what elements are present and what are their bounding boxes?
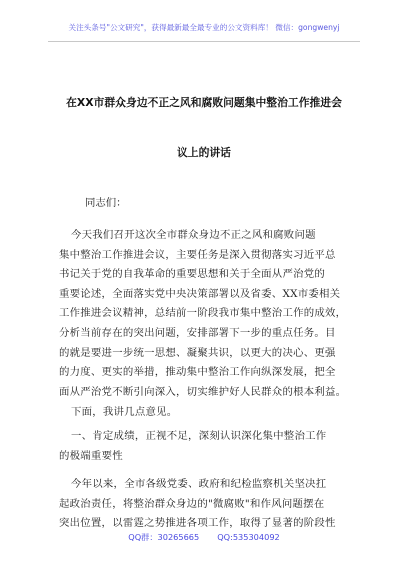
document-title-line2: 议上的讲话 [177,146,231,159]
paragraph-line: 工作推进会议精神，总结前一阶段我市集中整治工作的成效， [59,307,347,320]
paragraph-line: 的就是要进一步统一思想、凝聚共识，以更大的决心、更强 [59,346,336,359]
paragraph-line: 分析当前存在的突出问题，安排部署下一步的重点任务。目 [59,326,336,339]
paragraph-line: 突出位置，以雷霆之势推进各项工作，取得了显著的阶段性 [59,517,336,530]
section-heading-line: 一、肯定成绩，正视不足，深刻认识深化集中整治工作 [71,430,327,442]
paragraph-line: 面从严治党不断引向深入，切实维护好人民群众的根本利益。 [59,385,347,398]
footer-qq-group: QQ群：30265665 [128,532,200,542]
salutation: 同志们： [85,197,127,209]
header-divider [48,41,360,42]
paragraph-transition [59,403,359,423]
paragraph-line: 起政治责任，将整治群众身边的"微腐败"和作风问题摆在 [59,497,325,510]
paragraph-line: 下面，我讲几点意见。 [71,406,178,418]
paragraph-line: 重要论述，全面落实党中央决策部署以及省委、XX市委相关 [59,287,341,300]
paragraph-line: 的力度、更实的举措，推动集中整治工作向纵深发展，把全 [59,366,336,379]
paragraph-progress [59,475,359,534]
paragraph-line: 集中整治工作推进会议，主要任务是深入贯彻落实习近平总 [59,248,336,261]
document-title-line1: 在XX市群众身边不正之风和腐败问题集中整治工作推进会 [66,96,342,109]
paragraph-line: 今天我们召开这次全市群众身边不正之风和腐败问题 [71,229,316,241]
section-heading-line: 的极端重要性 [59,449,123,462]
header-notice: 关注头条号"公文研究"，获得最新最全最专业的公文资料库！ 微信：gongwenyj [68,23,340,32]
footer-qq: QQ:535304092 [217,532,280,542]
footer-contact [0,532,408,543]
paragraph-line: 今年以来，全市各级党委、政府和纪检监察机关坚决扛 [71,478,327,490]
paragraph-line: 书记关于党的自我革命的重要思想和关于全面从严治党的 [59,268,326,281]
section-heading-1 [59,427,359,466]
paragraph-intro [59,226,359,402]
